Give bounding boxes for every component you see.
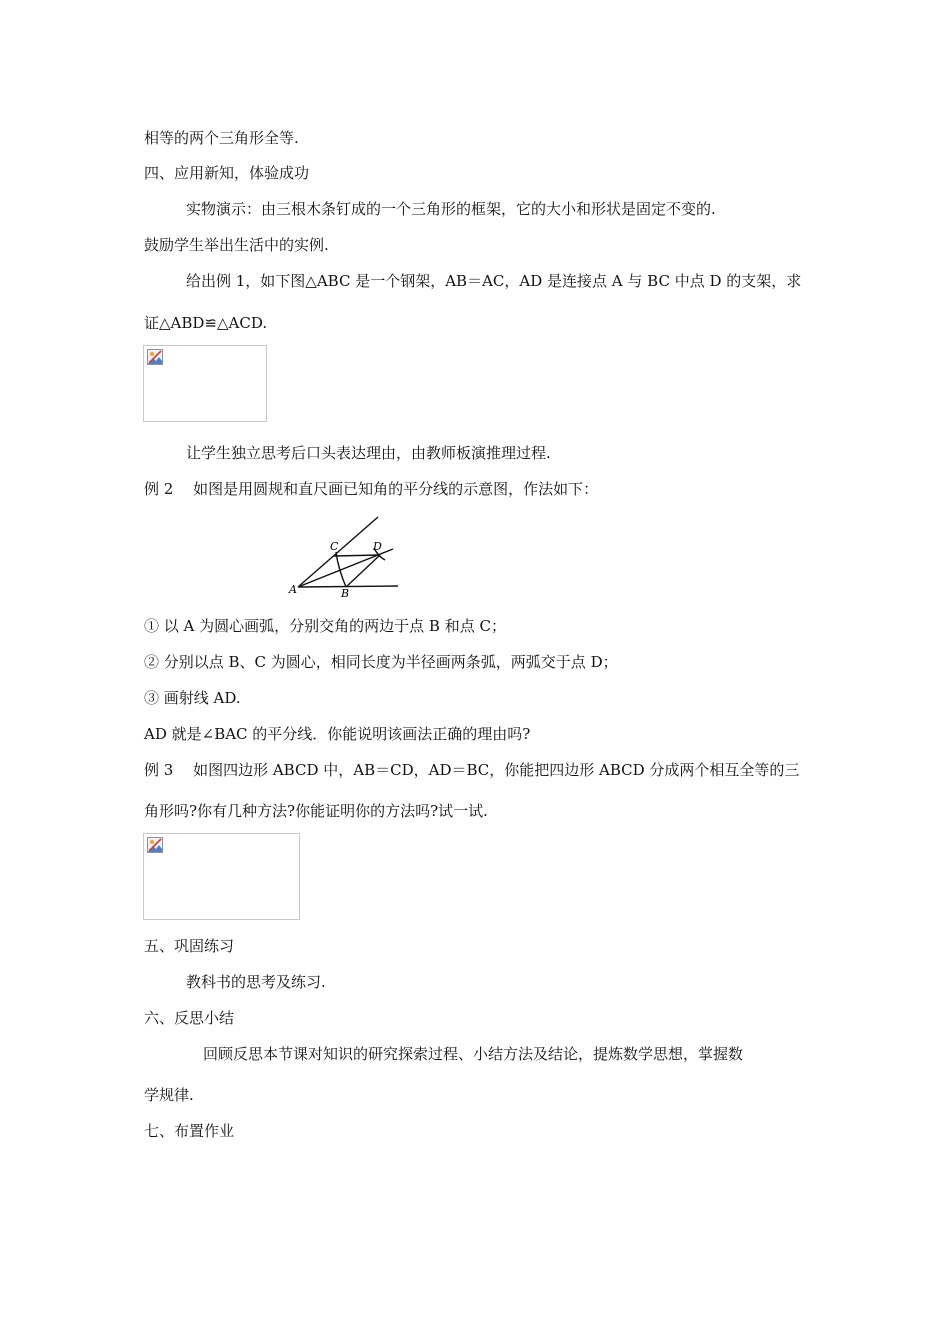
example-1-text: 给出例 1，如下图△ABC 是一个钢架，AB＝AC，AD 是连接点 A 与 BC 中点 D 的支架，求 <box>186 272 802 290</box>
broken-image-icon <box>147 349 163 365</box>
example-3-text: 例 3 如图四边形 ABCD 中，AB＝CD，AD＝BC，你能把四边形 ABCD 分成两个相互全等的三 <box>144 761 800 779</box>
image-placeholder <box>143 345 267 422</box>
example-3-text: 角形吗?你有几种方法?你能证明你的方法吗?试一试. <box>144 802 488 820</box>
example-2-text: 例 2 如图是用圆规和直尺画已知角的平分线的示意图，作法如下： <box>144 480 599 498</box>
section-heading-7: 七、布置作业 <box>144 1122 235 1140</box>
segment-bd <box>346 555 380 587</box>
broken-image-icon <box>147 837 163 853</box>
label-b: B <box>341 587 350 598</box>
paragraph: 学规律. <box>144 1086 194 1104</box>
section-heading-4: 四、应用新知，体验成功 <box>144 164 310 182</box>
label-d: D <box>373 540 382 553</box>
question: AD 就是∠BAC 的平分线．你能说明该画法正确的理由吗? <box>144 725 531 743</box>
section-heading-5: 五、巩固练习 <box>144 937 235 955</box>
example-1-text: 证△ABD≌△ACD. <box>144 314 268 332</box>
section-heading-6: 六、反思小结 <box>144 1009 235 1027</box>
step-1: ① 以 A 为圆心画弧，分别交角的两边于点 B 和点 C； <box>144 617 506 635</box>
label-c: C <box>330 540 339 553</box>
text-line: 相等的两个三角形全等. <box>144 129 299 147</box>
step-3: ③ 画射线 AD. <box>144 689 241 707</box>
paragraph: 回顾反思本节课对知识的研究探索过程、小结方法及结论，提炼数学思想，掌握数 <box>203 1045 744 1063</box>
label-a: A <box>289 583 297 596</box>
paragraph: 实物演示：由三根木条钉成的一个三角形的框架，它的大小和形状是固定不变的. <box>186 200 716 218</box>
image-placeholder <box>143 833 300 920</box>
segment-cd <box>334 555 380 556</box>
step-2: ② 分别以点 B、C 为圆心，相同长度为半径画两条弧，两弧交于点 D； <box>144 653 618 671</box>
paragraph: 教科书的思考及练习. <box>186 973 326 991</box>
paragraph: 让学生独立思考后口头表达理由，由教师板演推理过程. <box>186 444 551 462</box>
angle-bisector-figure <box>286 512 401 598</box>
paragraph: 鼓励学生举出生活中的实例. <box>144 236 329 254</box>
